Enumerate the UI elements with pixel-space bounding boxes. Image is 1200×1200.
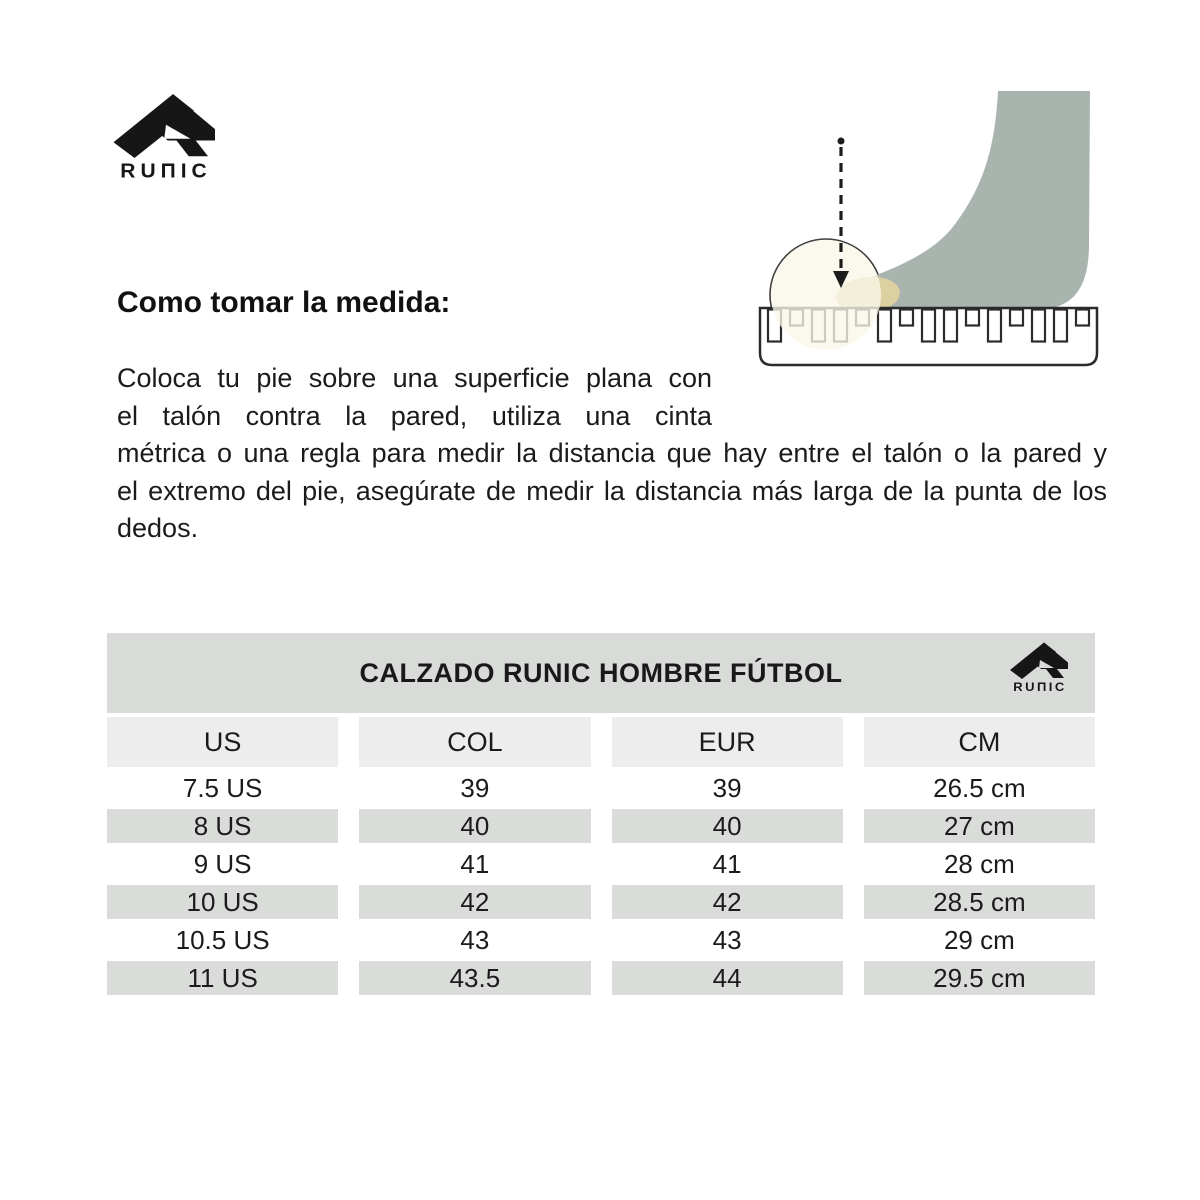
instructions-line: métrica o una regla para medir la distancia que hay entre el talón o la pared y (117, 438, 1107, 468)
table-cell: 29.5 cm (864, 961, 1095, 995)
instructions-line: el extremo del pie, asegúrate de medir la distancia más larga de la punta de los (117, 475, 1107, 506)
table-cell: 11 US (107, 961, 338, 995)
table-cell: 26.5 cm (933, 772, 1026, 803)
table-cell: 39 (460, 772, 490, 803)
table-cell: 41 (460, 848, 490, 879)
table-cell: 29 cm (943, 924, 1015, 955)
table-cell: 28.5 cm (864, 885, 1095, 919)
table-cell: 9 US (193, 848, 252, 879)
table-cell: 42 (359, 885, 590, 919)
brand-logo (112, 88, 220, 184)
table-cell: 8 US (107, 809, 338, 843)
instructions-line: el talón contra la pared, utiliza una cinta (117, 400, 712, 431)
runic-r-mark-icon (113, 88, 219, 158)
runic-r-mark-icon (1010, 639, 1070, 679)
table-cell: 44 (612, 961, 843, 995)
table-cell: 39 (712, 772, 742, 803)
table-cell: 10 US (107, 885, 338, 919)
table-cell: 10.5 US (175, 924, 270, 955)
instructions-line: dedos. (117, 513, 199, 543)
brand-wordmark: RUПIC (120, 160, 212, 183)
table-cell: 42 (612, 885, 843, 919)
table-cell: 43 (460, 924, 490, 955)
table-cell: 40 (359, 809, 590, 843)
brand-wordmark: RUПIC (1013, 679, 1067, 694)
column-header: EUR (612, 717, 843, 767)
column-header: COL (359, 717, 590, 767)
instructions-heading: Como tomar la medida: (117, 286, 451, 319)
table-cell: 7.5 US (182, 772, 263, 803)
table-cell: 27 cm (864, 809, 1095, 843)
instructions-line: Coloca tu pie sobre una superficie plana con (117, 363, 712, 393)
size-table-title-bar (107, 633, 1095, 713)
foot-measurement-illustration (752, 83, 1102, 373)
size-table (107, 633, 1095, 995)
column-header: US (107, 717, 338, 767)
table-cell: 40 (612, 809, 843, 843)
table-cell: 43.5 (359, 961, 590, 995)
table-cell: 41 (712, 848, 742, 879)
column-header: CM (864, 717, 1095, 767)
foot-on-ruler-icon (752, 83, 1102, 373)
size-table-title: CALZADO RUNIC HOMBRE FÚTBOL (359, 657, 843, 688)
table-cell: 43 (712, 924, 742, 955)
instructions-paragraph (117, 360, 1107, 548)
size-table-grid (107, 717, 1095, 995)
size-table-brand-logo (1001, 639, 1079, 694)
table-cell: 28 cm (943, 848, 1015, 879)
